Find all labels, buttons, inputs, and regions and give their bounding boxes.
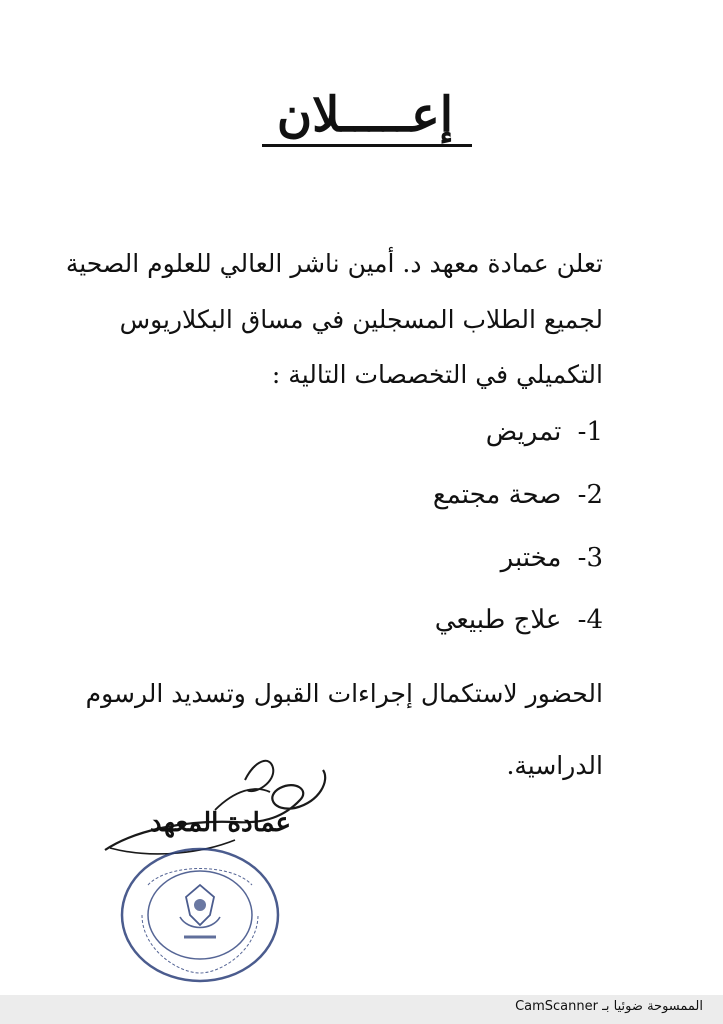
body-line-1: تعلن عمادة معهد د. أمين ناشر العالي للعلوم الصحية <box>65 249 603 278</box>
camscanner-label: الممسوحة ضوئيا بـ CamScanner <box>515 999 703 1014</box>
specialty-name: تمريض <box>485 417 562 447</box>
specialty-name: صحة مجتمع <box>432 480 562 510</box>
scanner-footer <box>0 995 723 1024</box>
specialty-item <box>433 475 603 515</box>
closing-line-1: الحضور لاستكمال إجراءات القبول وتسديد الرسوم <box>85 679 603 708</box>
announcement-title: إعـــــلان <box>276 87 454 143</box>
official-stamp <box>118 845 283 985</box>
specialty-name: علاج طبيعي <box>434 605 562 635</box>
body-line-2: لجميع الطلاب المسجلين في مساق البكلاريوس <box>119 305 603 334</box>
specialty-number: 1- <box>577 417 603 447</box>
specialty-item <box>501 538 603 578</box>
specialty-item <box>435 600 603 640</box>
specialty-name: مختبر <box>500 543 562 573</box>
closing-line-2: الدراسية. <box>506 751 603 780</box>
dean-signature-label: عمادة المعهد <box>150 808 292 838</box>
specialty-item <box>486 412 603 452</box>
specialty-number: 4- <box>577 605 603 635</box>
specialty-number: 3- <box>577 543 603 573</box>
title-underline <box>262 144 472 147</box>
body-line-3: التكميلي في التخصصات التالية : <box>271 360 603 389</box>
specialty-number: 2- <box>577 480 603 510</box>
